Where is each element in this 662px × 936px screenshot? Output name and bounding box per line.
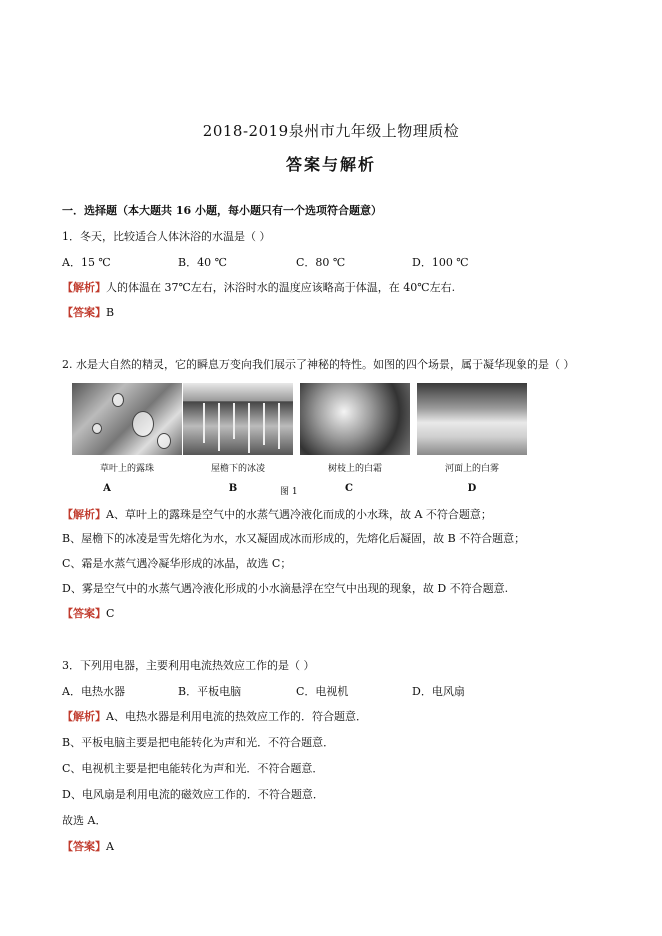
q2-analysis-b: B、屋檐下的冰凌是雪先熔化为水，水又凝固成冰而形成的，先熔化后凝固，故 B 不符合题意； <box>62 532 526 545</box>
frost-branch-photo <box>300 383 410 455</box>
q2-answer-value: C <box>106 607 115 620</box>
analysis-tag: 【解析】 <box>62 508 106 521</box>
analysis-tag: 【解析】 <box>62 710 106 723</box>
figure-caption-b: 屋檐下的冰凌 <box>210 464 265 474</box>
q3-conclusion: 故选 A． <box>62 814 107 827</box>
river-fog-photo <box>417 383 527 455</box>
q2-analysis-c: C、霜是水蒸气遇冷凝华形成的冰晶，故选 C； <box>62 557 292 570</box>
q1-option-c: C．80 ℃ <box>296 256 346 269</box>
q1-analysis-text: 人的体温在 37℃左右，沐浴时水的温度应该略高于体温，在 40℃左右. <box>106 281 456 294</box>
q1-analysis <box>62 281 455 295</box>
q2-analysis-a <box>62 508 492 522</box>
q3-analysis-b: B、平板电脑主要是把电能转化为声和光．不符合题意． <box>62 736 335 749</box>
q3-option-c: C．电视机 <box>296 685 349 698</box>
figure-letter-d: D <box>467 483 477 494</box>
q3-option-d: D．电风扇 <box>412 685 465 698</box>
analysis-tag: 【解析】 <box>62 281 106 294</box>
q3-option-a: A．电热水器 <box>62 685 125 698</box>
figure-letter-b: B <box>228 483 238 494</box>
q3-analysis-c: C、电视机主要是把电能转化为声和光．不符合题意． <box>62 762 324 775</box>
q3-stem: 3．下列用电器，主要利用电流热效应工作的是（ ） <box>62 659 315 672</box>
q1-answer-value: B <box>106 306 115 319</box>
q1-stem: 1．冬天，比较适合人体沐浴的水温是（ ） <box>62 230 271 243</box>
q2-stem: 2. 水是大自然的精灵，它的瞬息万变向我们展示了神秘的特性。如图的四个场景，属于凝华现象的是（ ） <box>62 358 575 371</box>
answer-tag: 【答案】 <box>62 840 106 853</box>
q2-answer <box>62 607 114 621</box>
answer-tag: 【答案】 <box>62 306 106 319</box>
document-title: 2018-2019泉州市九年级上物理质检 <box>202 122 460 140</box>
figure-caption-c: 树枝上的白霜 <box>327 464 382 474</box>
q2-analysis-d: D、雾是空气中的水蒸气遇冷液化形成的小水滴悬浮在空气中出现的现象，故 D 不符合题意. <box>62 582 509 595</box>
dew-drops-photo <box>72 383 182 455</box>
q1-option-d: D．100 ℃ <box>412 256 469 269</box>
q3-option-b: B．平板电脑 <box>178 685 242 698</box>
figure-label: 图 1 <box>280 487 298 497</box>
document-subtitle: 答案与解析 <box>285 155 376 174</box>
q3-analysis-line: A、电热水器是利用电流的热效应工作的．符合题意． <box>106 710 367 723</box>
section-heading: 一．选择题（本大题共 16 小题，每小题只有一个选项符合题意） <box>62 204 382 217</box>
q1-option-b: B．40 ℃ <box>178 256 227 269</box>
q3-analysis-d: D、电风扇是利用电流的磁效应工作的．不符合题意． <box>62 788 324 801</box>
q3-answer-value: A <box>106 840 114 853</box>
q1-answer <box>62 306 114 320</box>
q2-figure-row <box>72 383 532 498</box>
q1-option-a: A．15 ℃ <box>62 256 111 269</box>
figure-letter-c: C <box>345 483 353 494</box>
q3-analysis-a <box>62 710 367 724</box>
figure-letter-a: A <box>103 483 111 494</box>
icicles-photo <box>183 383 293 455</box>
figure-caption-d: 河面上的白雾 <box>444 464 499 474</box>
answer-tag: 【答案】 <box>62 607 106 620</box>
q2-analysis-line: A、草叶上的露珠是空气中的水蒸气遇冷液化而成的小水珠，故 A 不符合题意； <box>106 508 492 521</box>
figure-caption-a: 草叶上的露珠 <box>99 464 154 474</box>
q3-answer <box>62 840 114 854</box>
